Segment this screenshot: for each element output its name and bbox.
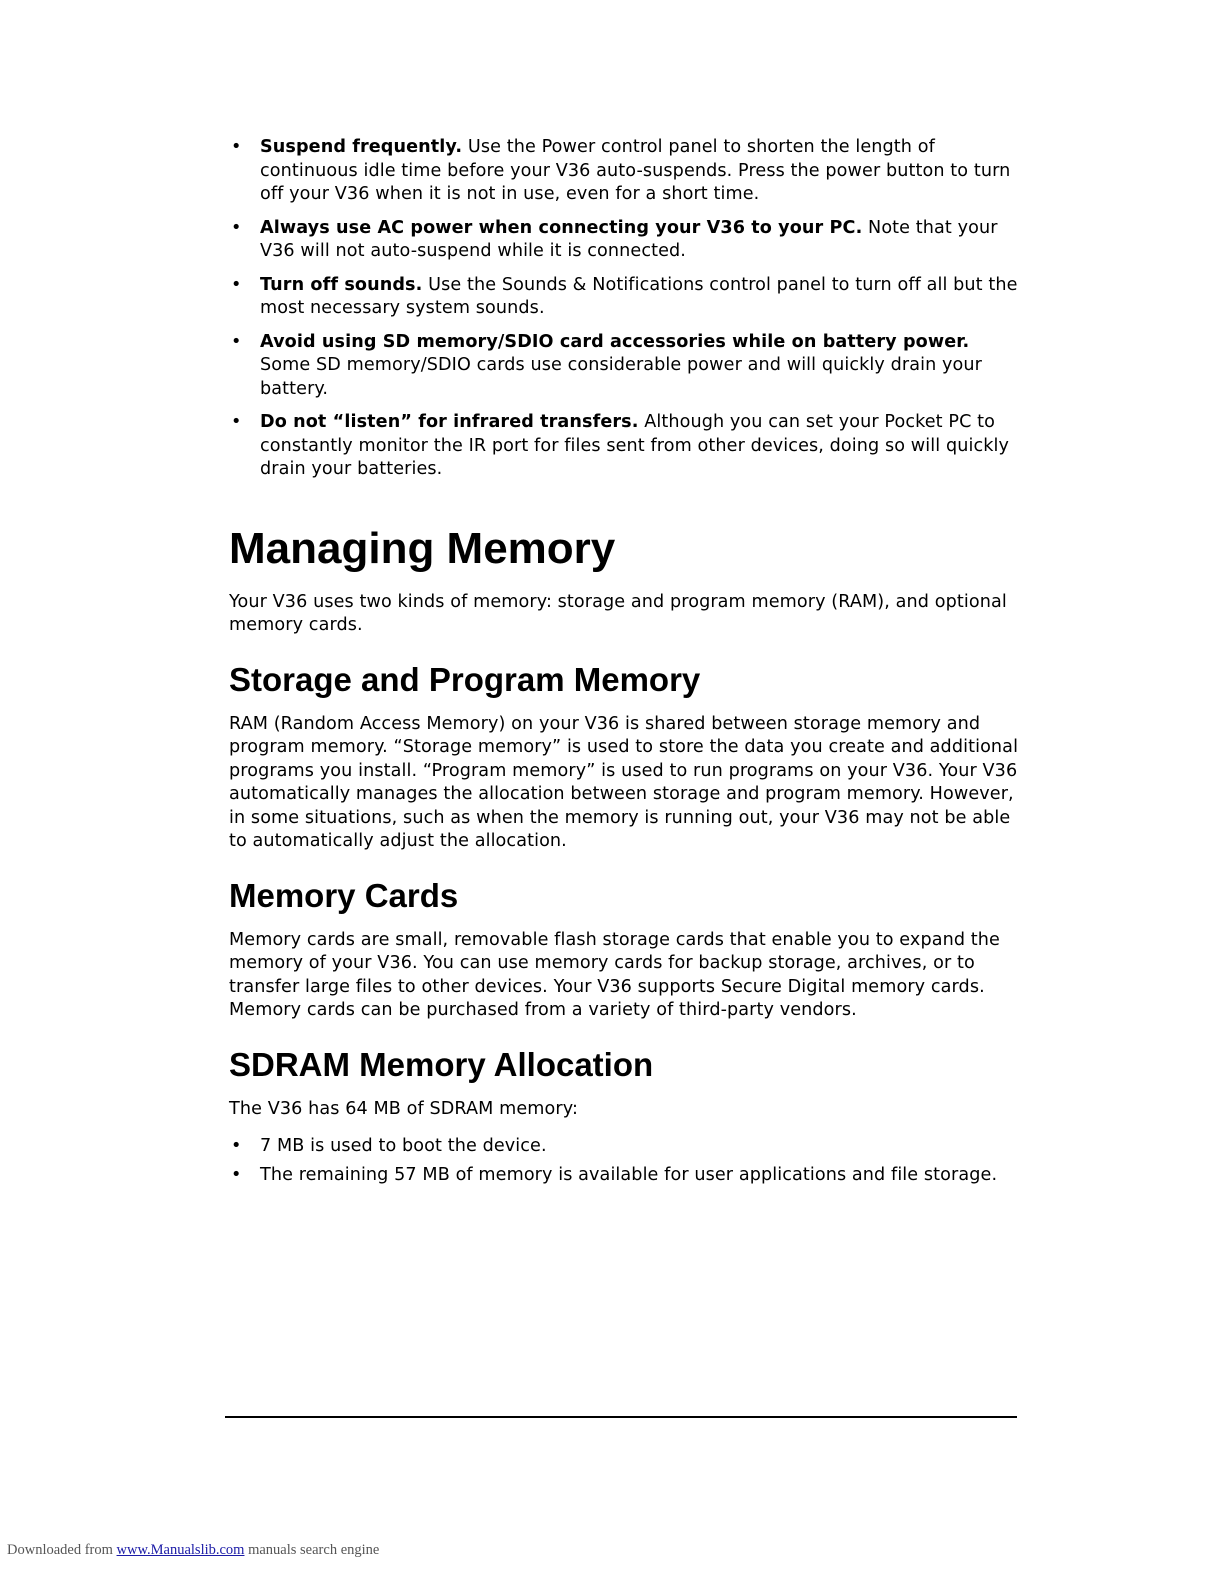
sdram-intro: The V36 has 64 MB of SDRAM memory: <box>229 1098 578 1119</box>
list-item <box>229 136 1019 207</box>
tip-title: Suspend frequently. <box>260 137 463 157</box>
page-content <box>229 136 1019 1192</box>
sdram-heading: SDRAM Memory Allocation <box>229 1045 654 1083</box>
list-item <box>229 274 1019 321</box>
download-footer <box>7 1542 379 1559</box>
tip-title: Do not “listen” for infrared transfers. <box>260 412 639 432</box>
tip-text: Note that your V36 will not auto-suspend while it is connected. <box>260 217 998 261</box>
tip-text: Use the Sounds & Notifications control panel to turn off all but the most necessary system sounds. <box>260 274 1018 318</box>
battery-tips-list <box>229 136 1019 482</box>
footer-suffix: manuals search engine <box>244 1542 380 1558</box>
sdram-list <box>229 1135 1019 1187</box>
list-item <box>229 331 1019 402</box>
tip-text: Use the Power control panel to shorten the length of continuous idle time before your V36 auto-suspends. Press the power button to turn off your V36 when it is not in use, even for a short time. <box>260 137 1011 204</box>
storage-program-heading: Storage and Program Memory <box>229 660 701 698</box>
memory-cards-heading: Memory Cards <box>229 876 459 914</box>
tip-text: Some SD memory/SDIO cards use considerable power and will quickly drain your battery. <box>260 355 982 399</box>
footer-prefix: Downloaded from <box>7 1542 117 1558</box>
tip-title: Turn off sounds. <box>260 274 423 295</box>
list-item <box>229 217 1019 264</box>
tip-text: Although you can set your Pocket PC to constantly monitor the IR port for files sent from other devices, doing so will quickly drain your batteries. <box>260 412 1010 479</box>
managing-memory-heading: Managing Memory <box>229 523 616 573</box>
managing-memory-intro: Your V36 uses two kinds of memory: storage and program memory (RAM), and optional memory cards. <box>229 591 1007 635</box>
list-item <box>229 411 1019 482</box>
list-item: • The remaining 57 MB of memory is available for user applications and file storage. <box>229 1164 1019 1188</box>
memory-cards-body: Memory cards are small, removable flash storage cards that enable you to expand the memory of your V36. You can use memory cards for backup storage, archives, or to transfer large files to other devices. Your V36 supports Secure Digital memory cards. Memory cards can be purchased from a variety of third-party vendors. <box>229 929 1000 1020</box>
list-item: • 7 MB is used to boot the device. <box>229 1135 1019 1159</box>
storage-program-body: RAM (Random Access Memory) on your V36 is shared between storage memory and program memory. “Storage memory” is used to store the data you create and additional programs you install. “Program memory” is used to run programs on your V36. Your V36 automatically manages the allocation between storage and program memory. However, in some situations, such as when the memory is running out, your V36 may not be able to automatically adjust the allocation. <box>229 713 1019 851</box>
footer-rule <box>225 1416 1017 1418</box>
tip-title: Always use AC power when connecting your V36 to your PC. <box>260 217 863 238</box>
manualslib-link[interactable]: www.Manualslib.com <box>116 1542 245 1558</box>
tip-title: Avoid using SD memory/SDIO card accessories while on battery power. <box>260 331 970 352</box>
